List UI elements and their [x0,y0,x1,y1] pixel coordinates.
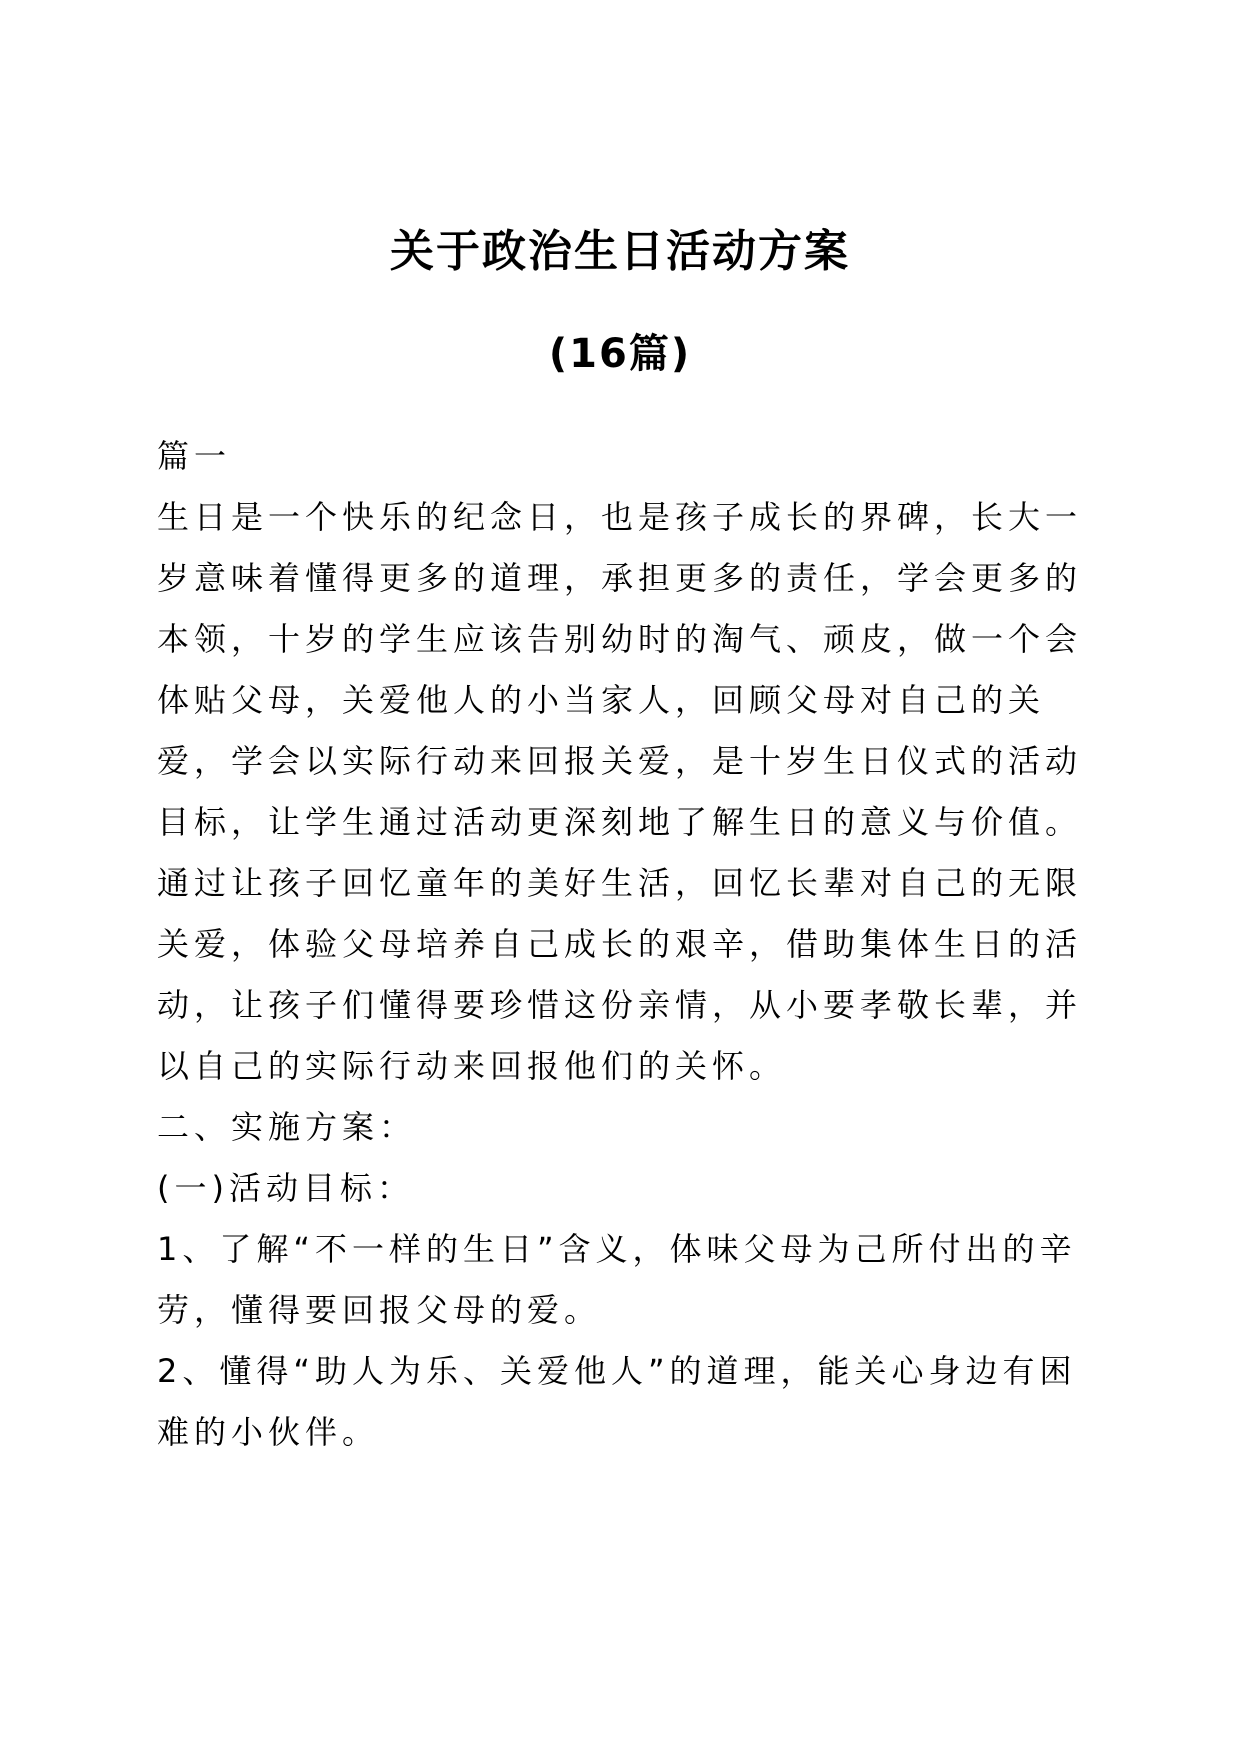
list-item-goal-1: 1、了解“不一样的生日”含义，体味父母为己所付出的辛劳，懂得要回报父母的爱。 [157,1230,1077,1329]
heading-activity-goals: (一)活动目标： [157,1169,414,1207]
document-subtitle: (16篇) [548,331,692,377]
paragraph-intro: 生日是一个快乐的纪念日，也是孩子成长的界碑，长大一岁意味着懂得更多的道理，承担更多的责任，学会更多的本领，十岁的学生应该告别幼时的淘气、顽皮，做一个会体贴父母，关爱他人的小当家人，回顾父母对自己的关爱，学会以实际行动来回报关爱，是十岁生日仪式的活动目标，让学生通过活动更深刻地了解生日的意义与价值。 [157,498,1083,841]
paragraph-purpose: 通过让孩子回忆童年的美好生活，回忆长辈对自己的无限关爱，体验父母培养自己成长的艰辛，借助集体生日的活动，让孩子们懂得要珍惜这份亲情，从小要孝敬长辈，并以自己的实际行动来回报他们的关怀。 [157,864,1083,1085]
document-body [157,426,1097,1463]
section-heading: 篇一 [157,437,232,475]
document-title: 关于政治生日活动方案 [390,226,850,277]
list-item-goal-2: 2、懂得“助人为乐、关爱他人”的道理，能关心身边有困难的小伙伴。 [157,1352,1077,1451]
heading-implementation-plan: 二、实施方案： [157,1108,417,1146]
